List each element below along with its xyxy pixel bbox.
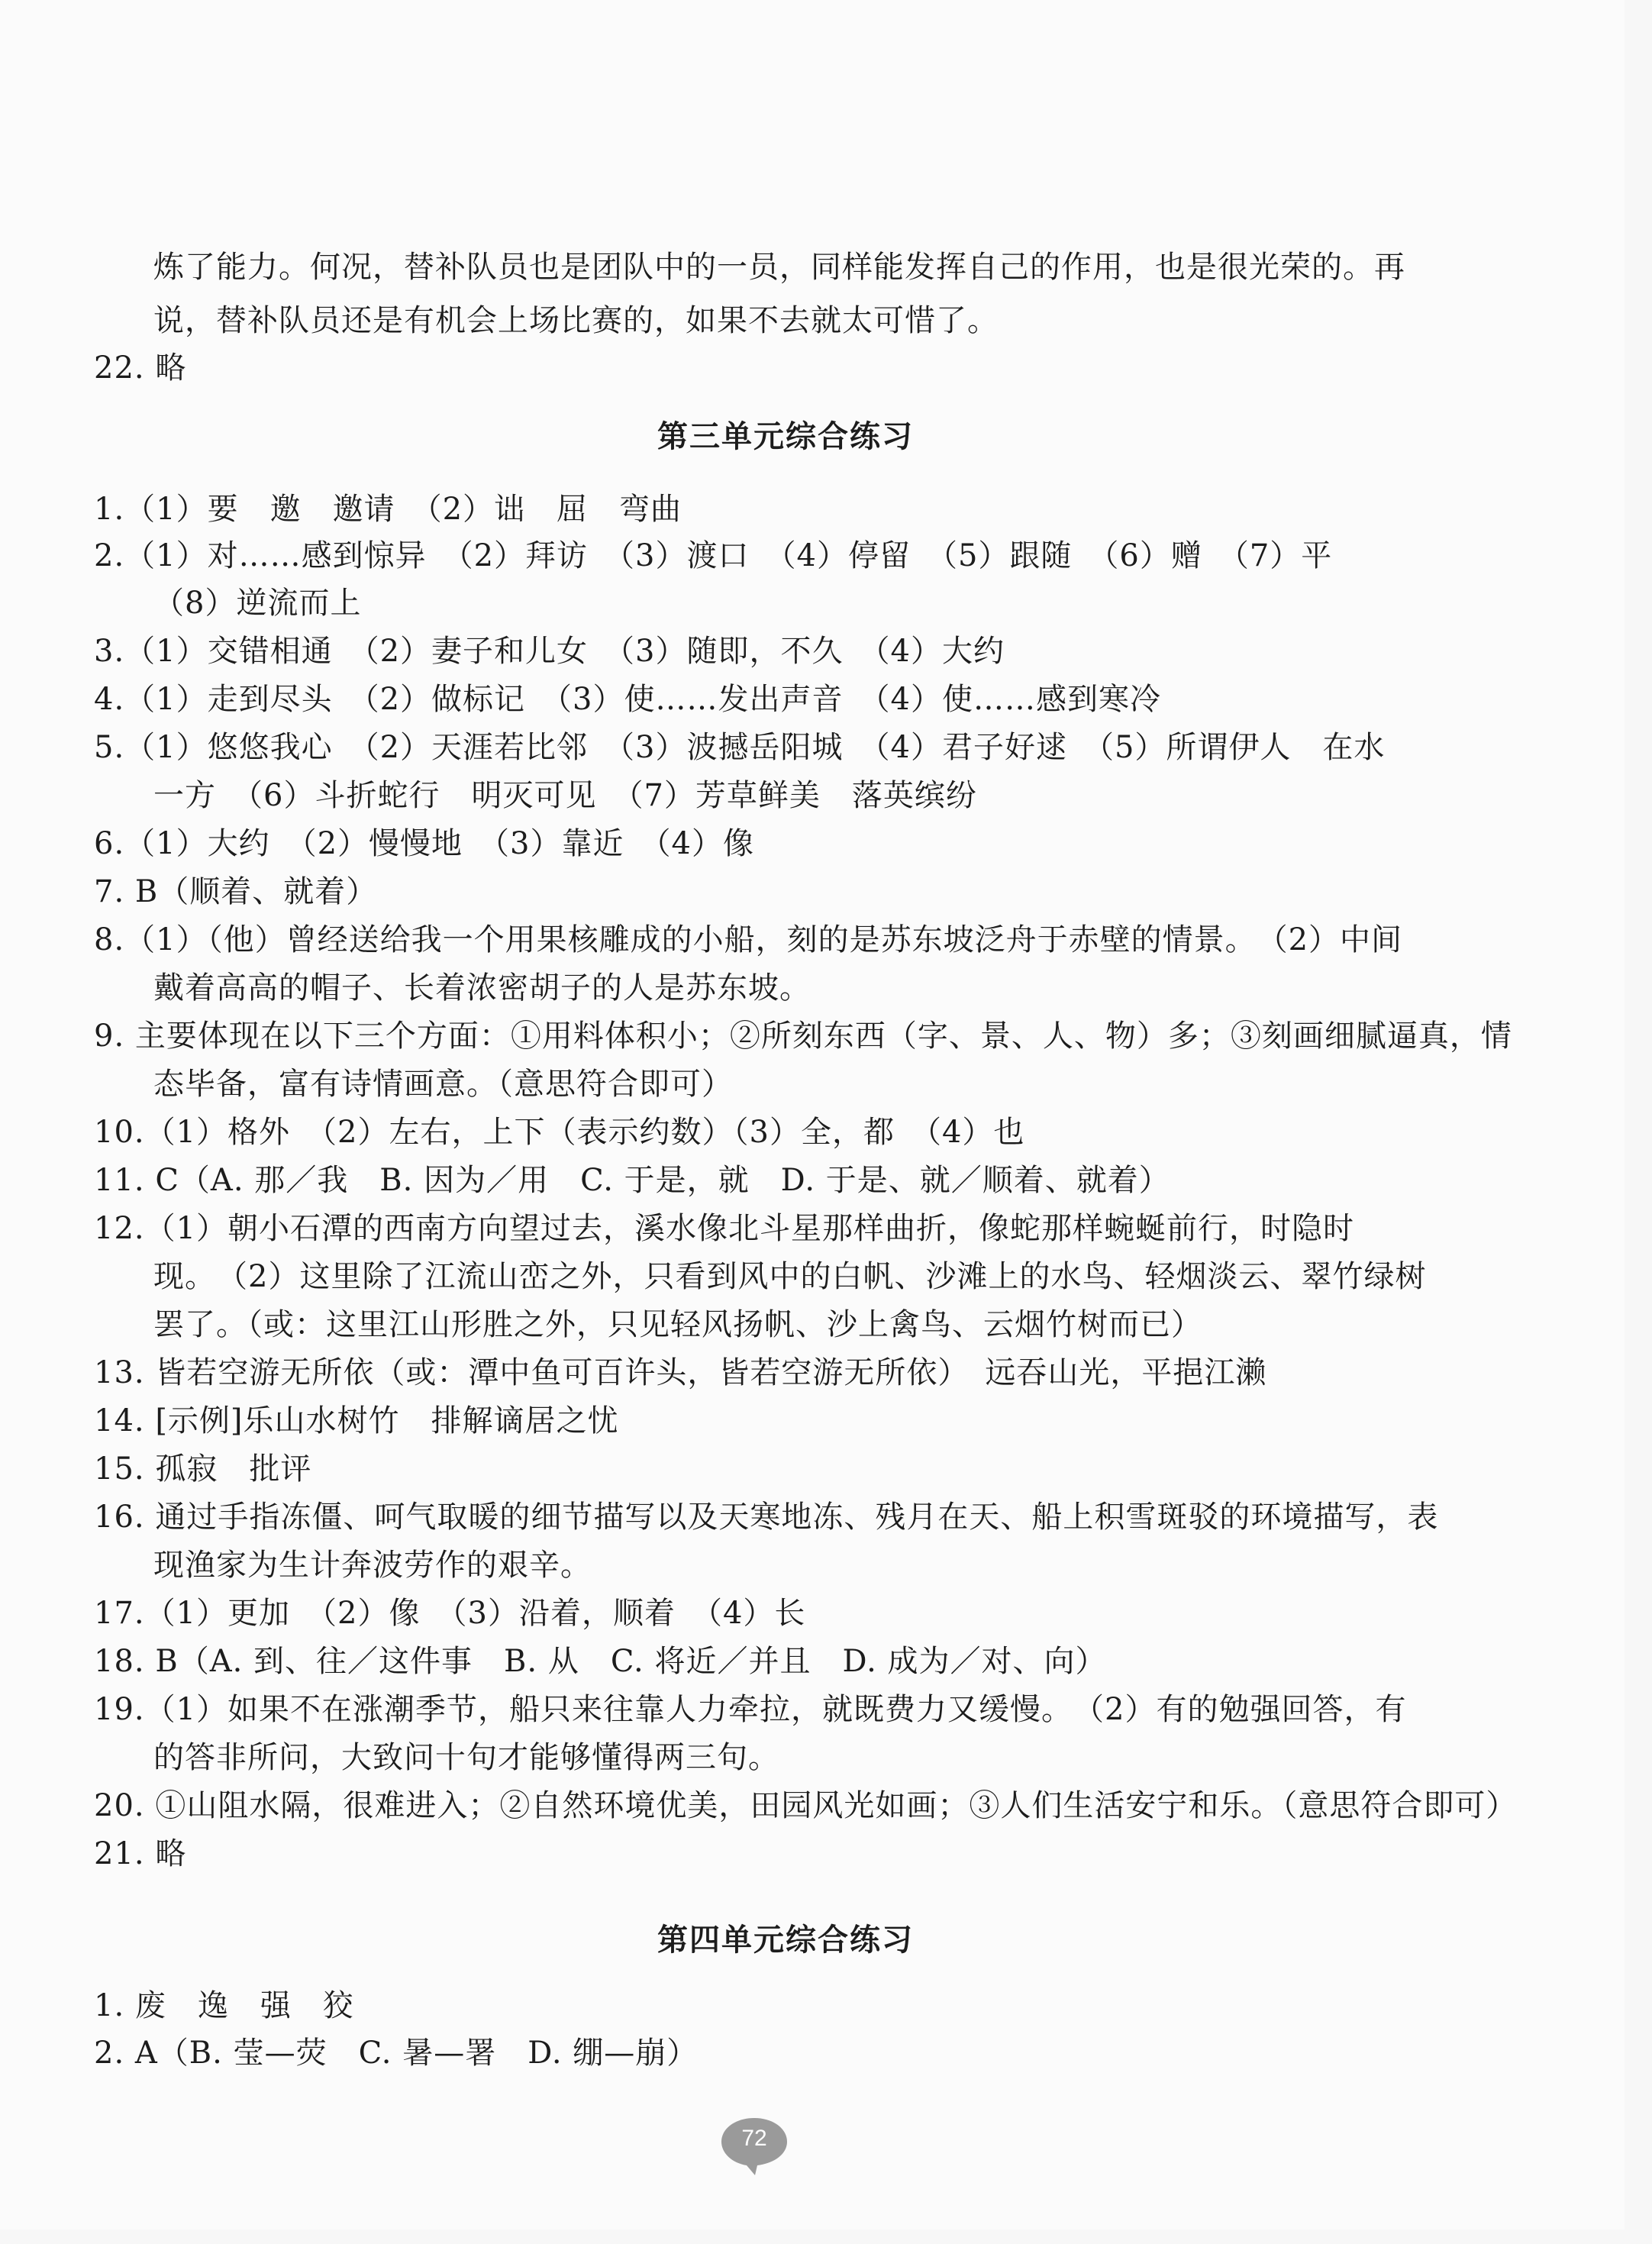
- answer-item: 6.（1）大约 （2）慢慢地 （3）靠近 （4）像: [94, 826, 754, 861]
- answer-item: 5.（1）悠悠我心 （2）天涯若比邻 （3）波撼岳阳城 （4）君子好逑 （5）所谓伊人 在水: [94, 730, 1386, 765]
- answer-item: 1. 废 逸 强 狡: [94, 1988, 354, 2023]
- answer-item: 1.（1）要 邀 邀请 （2）诎 屈 弯曲: [94, 492, 682, 527]
- answer-item: 11. C（A. 那／我 B. 因为／用 C. 于是，就 D. 于是、就／顺着、就着）: [94, 1163, 1170, 1198]
- answer-continuation: 戴着高高的帽子、长着浓密胡子的人是苏东坡。: [153, 970, 811, 1006]
- answer-continuation: （8）逆流而上: [153, 586, 362, 621]
- answer-item: 13. 皆若空游无所依（或：潭中鱼可百许头，皆若空游无所依） 远吞山光，平挹江濑: [94, 1355, 1267, 1390]
- answer-item: 12.（1）朝小石潭的西南方向望过去，溪水像北斗星那样曲折，像蛇那样蜿蜒前行，时隐时: [94, 1211, 1355, 1246]
- answer-item: 2.（1）对……感到惊异 （2）拜访 （3）渡口 （4）停留 （5）跟随 （6）赠 （7）平: [94, 538, 1333, 573]
- section-heading: 第四单元综合练习: [657, 1922, 914, 1958]
- answer-continuation: 现。 （2）这里除了江流山峦之外，只看到风中的白帆、沙滩上的水鸟、轻烟淡云、翠竹绿树: [153, 1259, 1427, 1294]
- answer-item: 2. A（B. 莹—荧 C. 暑—署 D. 绷—崩）: [94, 2036, 699, 2071]
- answer-item: 16. 通过手指冻僵、呵气取暖的细节描写以及天寒地冻、残月在天、船上积雪斑驳的环境描写，表: [94, 1500, 1439, 1535]
- answer-continuation: 罢了。（或：这里江山形胜之外，只见轻风扬帆、沙上禽鸟、云烟竹树而已）: [153, 1307, 1202, 1342]
- text-line: 说，替补队员还是有机会上场比赛的，如果不去就太可惜了。: [153, 303, 999, 338]
- answer-item: 3.（1）交错相通 （2）妻子和儿女 （3）随即，不久 （4）大约: [94, 634, 1005, 669]
- answer-item: 15. 孤寂 批评: [94, 1451, 312, 1487]
- answer-item: 8.（1）（他）曾经送给我一个用果核雕成的小船，刻的是苏东坡泛舟于赤壁的情景。 （2）中间: [94, 922, 1403, 957]
- answer-item: 22. 略: [94, 350, 187, 386]
- answer-item: 21. 略: [94, 1836, 187, 1871]
- answer-continuation: 一方 （6）斗折蛇行 明灭可见 （7）芳草鲜美 落英缤纷: [153, 778, 977, 813]
- section-heading: 第三单元综合练习: [657, 418, 914, 454]
- answer-item: 7. B（顺着、就着）: [94, 874, 378, 909]
- answer-item: 4.（1）走到尽头 （2）做标记 （3）使……发出声音 （4）使……感到寒冷: [94, 682, 1161, 717]
- answer-item: 18. B（A. 到、往／这件事 B. 从 C. 将近／并且 D. 成为／对、向）: [94, 1644, 1107, 1679]
- answer-item: 10.（1）格外 （2）左右，上下（表示约数）（3）全，都 （4）也: [94, 1115, 1025, 1150]
- answer-item: 19.（1）如果不在涨潮季节，船只来往靠人力牵拉，就既费力又缓慢。 （2）有的勉强回答，有: [94, 1692, 1407, 1727]
- answer-item: 17.（1）更加 （2）像 （3）沿着，顺着 （4）长: [94, 1596, 806, 1631]
- answer-continuation: 态毕备，富有诗情画意。（意思符合即可）: [153, 1067, 733, 1102]
- page-number: 72: [741, 2126, 767, 2151]
- answer-item: 9. 主要体现在以下三个方面：①用料体积小；②所刻东西（字、景、人、物）多；③刻画细腻逼真，情: [94, 1019, 1512, 1054]
- answer-item: 14. [示例]乐山水树竹 排解谪居之忧: [94, 1403, 619, 1438]
- text-line: 炼了能力。何况，替补队员也是团队中的一员，同样能发挥自己的作用，也是很光荣的。再: [153, 250, 1405, 285]
- answer-item: 20. ①山阻水隔，很难进入；②自然环境优美，田园风光如画；③人们生活安宁和乐。（意思符合即可）: [94, 1788, 1518, 1823]
- answer-continuation: 现渔家为生计奔波劳作的艰辛。: [153, 1548, 592, 1583]
- page-number-badge: [718, 2116, 790, 2176]
- answer-continuation: 的答非所问，大致问十句才能够懂得两三句。: [153, 1740, 779, 1775]
